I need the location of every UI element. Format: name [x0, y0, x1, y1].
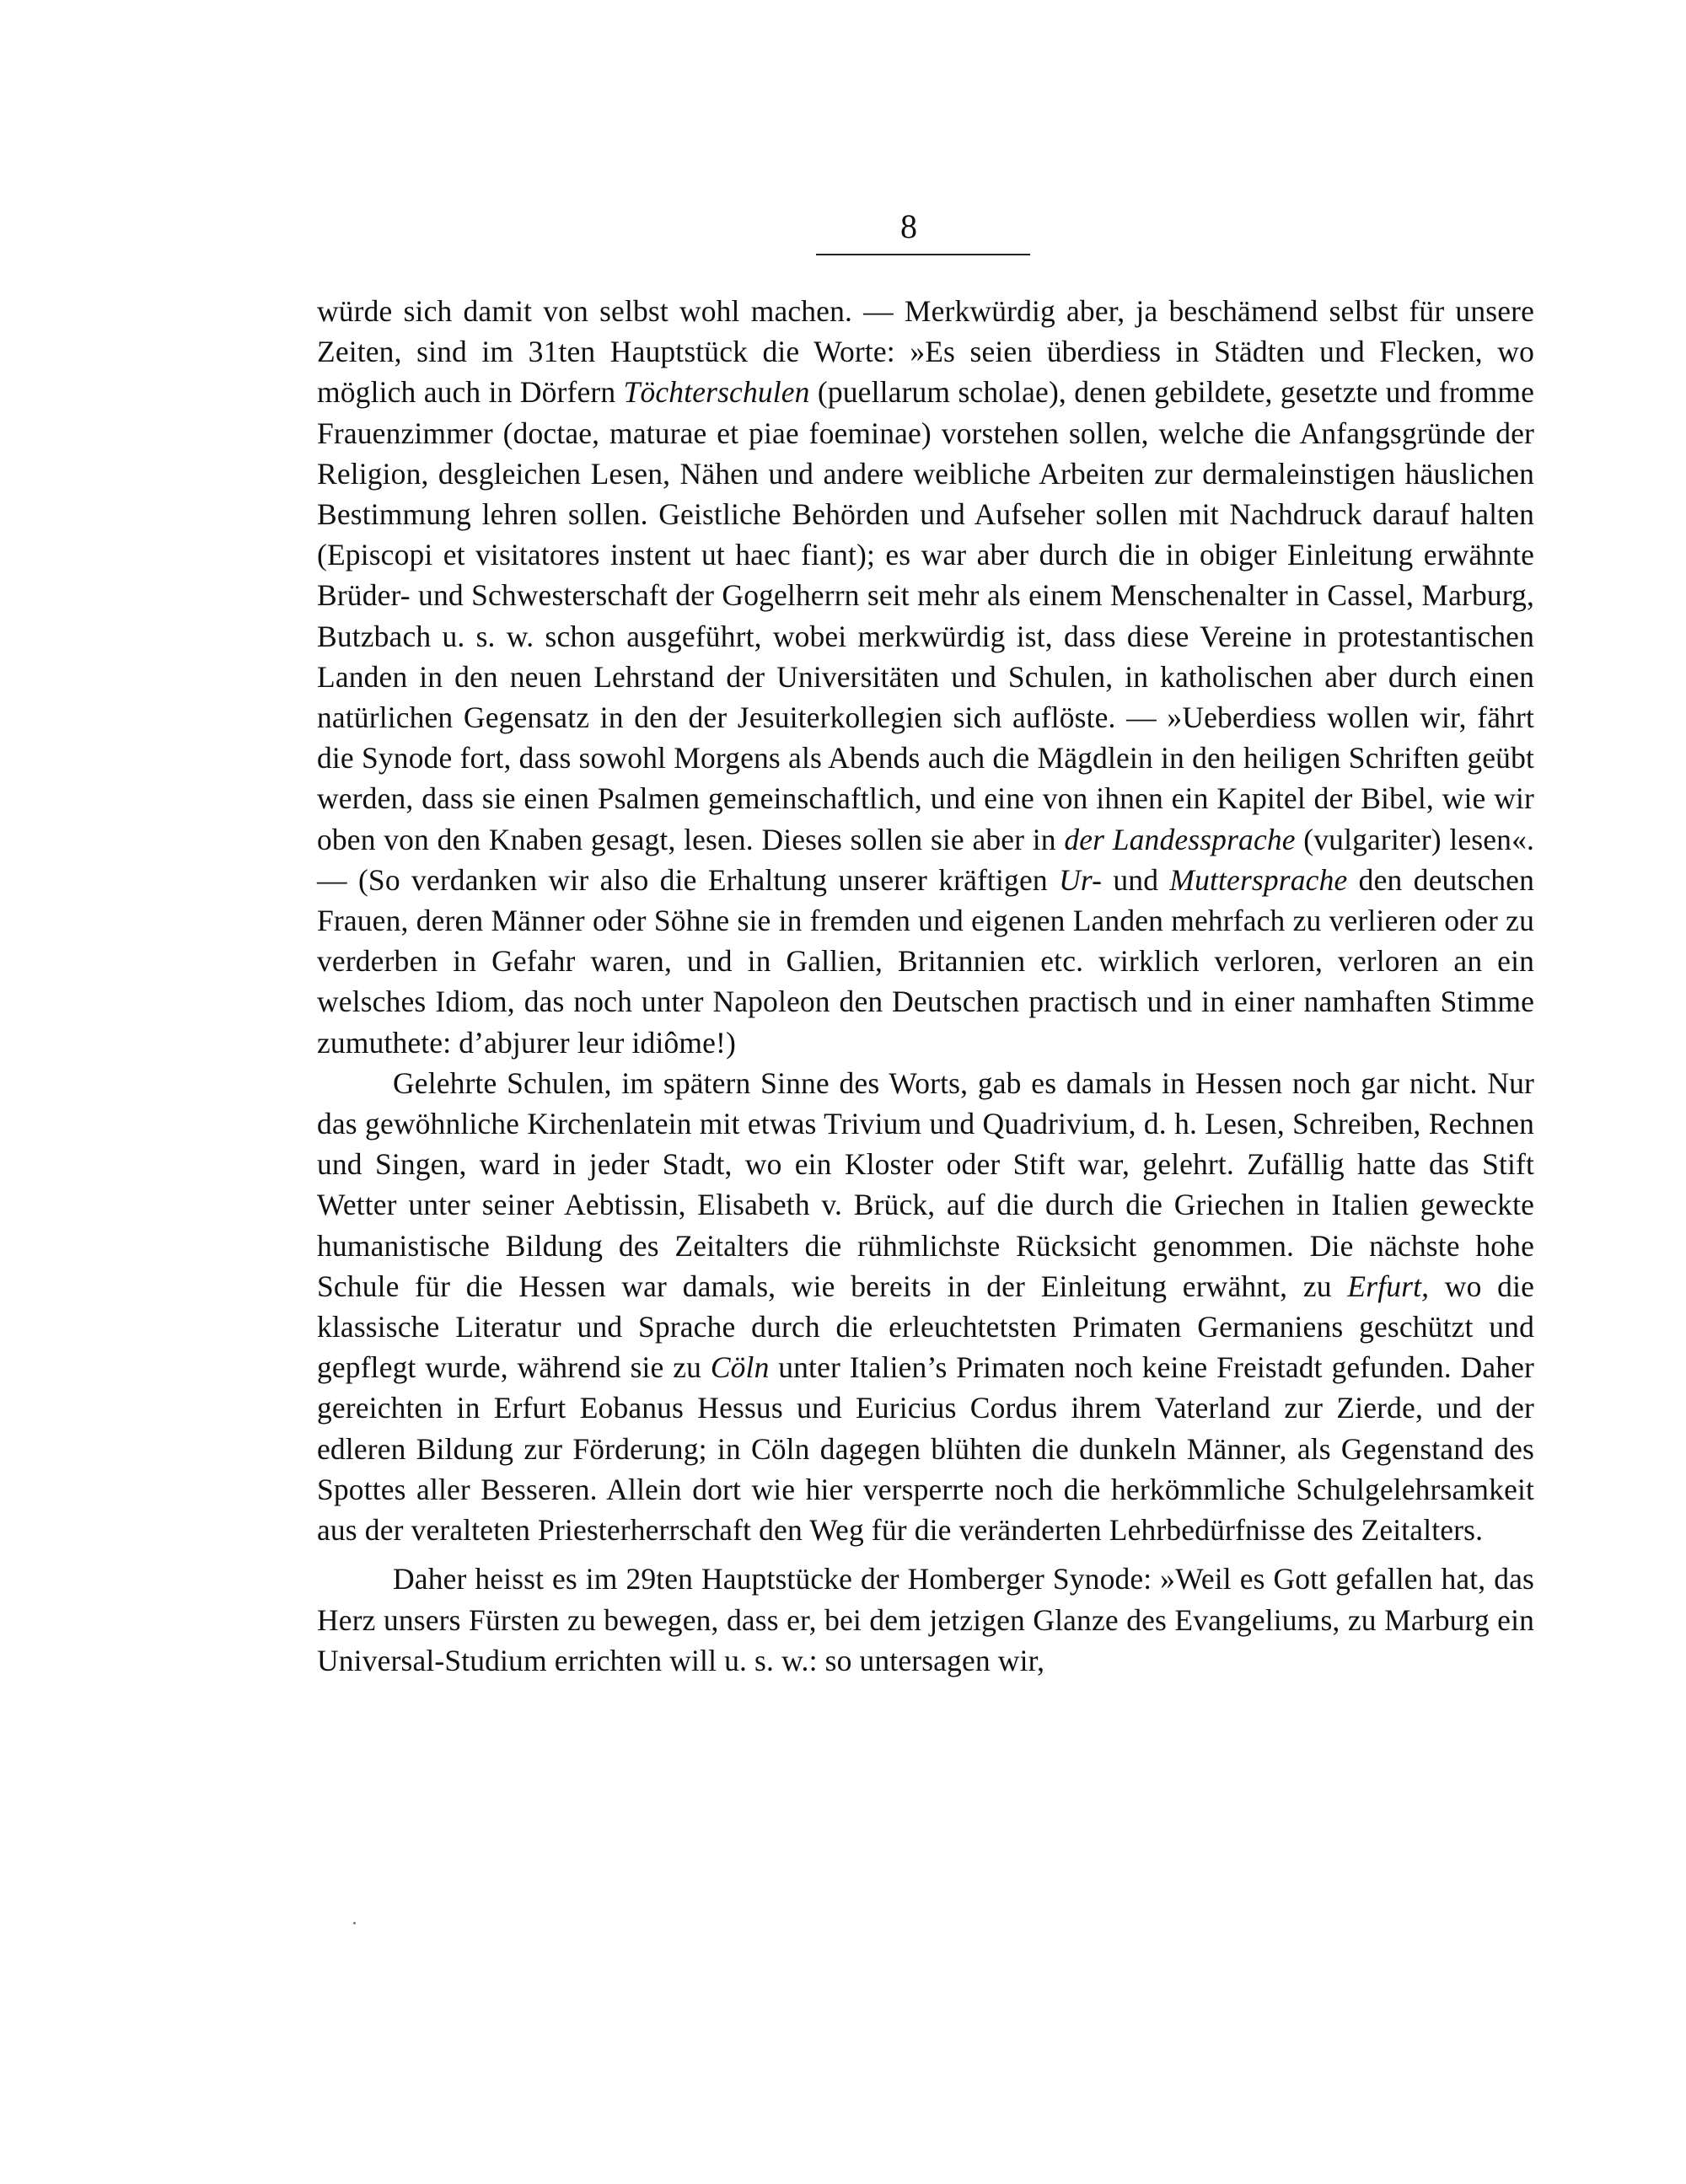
- text-segment: wo die klassische Literatur und Sprache durch die erleuchtetsten Primaten Germaniens geschützt und gepflegt wurde, während sie zu: [317, 1269, 1534, 1385]
- text-segment: unter Italien’s Primaten noch keine Freistadt gefunden. Daher gereichten in Erfurt Eobanus Hessus und Euricius Cordus ihrem Vaterland zur Zierde, und der edleren Bildung zur Förderung; in Cöln dagegen blühten die dunkeln Männer, als Gegenstand des Spottes aller Besseren. Allein dort wie hier versperrte noch die herkömmliche Schulgelehrsamkeit aus der veralteten Priesterherrschaft den Weg für die veränderten Lehrbedürfnisse des Zeitalters.: [317, 1350, 1535, 1548]
- header-rule: [816, 254, 1030, 255]
- italic-term: Ur-: [1059, 862, 1103, 897]
- text-segment: Gelehrte Schulen, im spätern Sinne des Worts, gab es damals in Hessen noch gar nicht. Nur das gewöhnliche Kirchenlatein mit etwas Trivium und Quadrivium, d. h. Lesen, Schreiben, Rechnen und Singen, ward in jeder Stadt, wo ein Kloster oder Stift war, gelehrt. Zufällig hatte das Stift Wetter unter seiner Aebtissin, Elisabeth v. Brück, auf die durch die Griechen in Italien geweckte humanistische Bildung des Zeitalters die rühmlichste Rücksicht genommen. Die nächste hohe Schule für die Hessen war damals, wie bereits in der Einleitung erwähnt, zu: [317, 1065, 1534, 1303]
- paragraph-1: [317, 291, 1534, 1063]
- paragraph-3: [317, 1559, 1534, 1681]
- italic-term: Cöln: [710, 1350, 770, 1385]
- text-segment: Daher heisst es im 29ten Hauptstücke der Homberger Synode: »Weil es Gott gefallen hat, das Herz unsers Fürsten zu bewegen, dass er, bei dem jetzigen Glanze des Evangeliums, zu Marburg ein Universal-Studium errichten will u. s. w.: so untersagen wir,: [317, 1562, 1534, 1677]
- text-segment: (vulgariter) lesen«. — (So verdanken wir also die Erhaltung unserer kräftigen: [317, 822, 1534, 897]
- paragraph-2: [317, 1063, 1534, 1550]
- scan-speck: [353, 1922, 356, 1924]
- text-segment: (puellarum scholae), denen gebildete, gesetzte und fromme Frauenzimmer (doctae, maturae et piae foeminae) vorstehen sollen, welche die Anfangsgründe der Religion, desgleichen Lesen, Nähen und andere weibliche Arbeiten zur dermaleinstigen häuslichen Bestimmung lehren sollen. Geistliche Behörden und Aufseher sollen mit Nachdruck darauf halten (Episcopi et visitatores instent ut haec fiant); es war aber durch die in obiger Einleitung erwähnte Brüder- und Schwesterschaft der Gogelherrn seit mehr als einem Menschenalter in Cassel, Marburg, Butzbach u. s. w. schon ausgeführt, wobei merkwürdig ist, dass diese Vereine in protestantischen Landen in den neuen Lehrstand der Universitäten und Schulen, in katholischen aber durch einen natürlichen Gegensatz in den der Jesuiterkollegien sich auflöste. — »Ueberdiess wollen wir, fährt die Synode fort, dass sowohl Morgens als Abends auch die Mägdlein in den heiligen Schriften geübt werden, dass sie einen Psalmen gemeinschaftlich, und eine von ihnen ein Kapitel der Bibel, wie wir oben von den Knaben gesagt, lesen. Dieses sollen sie aber in: [317, 375, 1535, 856]
- italic-term: Erfurt,: [1347, 1269, 1430, 1303]
- italic-term: der Landessprache: [1064, 822, 1296, 856]
- text-segment: würde sich damit von selbst wohl machen. — Merkwürdig aber, ja beschämend selbst für unsere Zeiten, sind im 31ten Hauptstück die Worte: »Es seien überdiess in Städten und Flecken, wo möglich auch in Dörfern: [317, 294, 1534, 410]
- italic-term: Muttersprache: [1169, 862, 1348, 897]
- text-segment: den deutschen Frauen, deren Männer oder Söhne sie in fremden und eigenen Landen mehrfach zu verlieren oder zu verderben in Gefahr waren, und in Gallien, Britannien etc. wirklich verloren, verloren an ein welsches Idiom, das noch unter Napoleon den Deutschen practisch und in einer namhaften Stimme zumuthete: d’abjurer leur idiôme!): [317, 862, 1534, 1060]
- text-segment: und: [1102, 862, 1170, 897]
- italic-term: Töchterschulen: [623, 375, 810, 410]
- body-text: [317, 291, 1534, 1681]
- page-number: 8: [900, 207, 917, 245]
